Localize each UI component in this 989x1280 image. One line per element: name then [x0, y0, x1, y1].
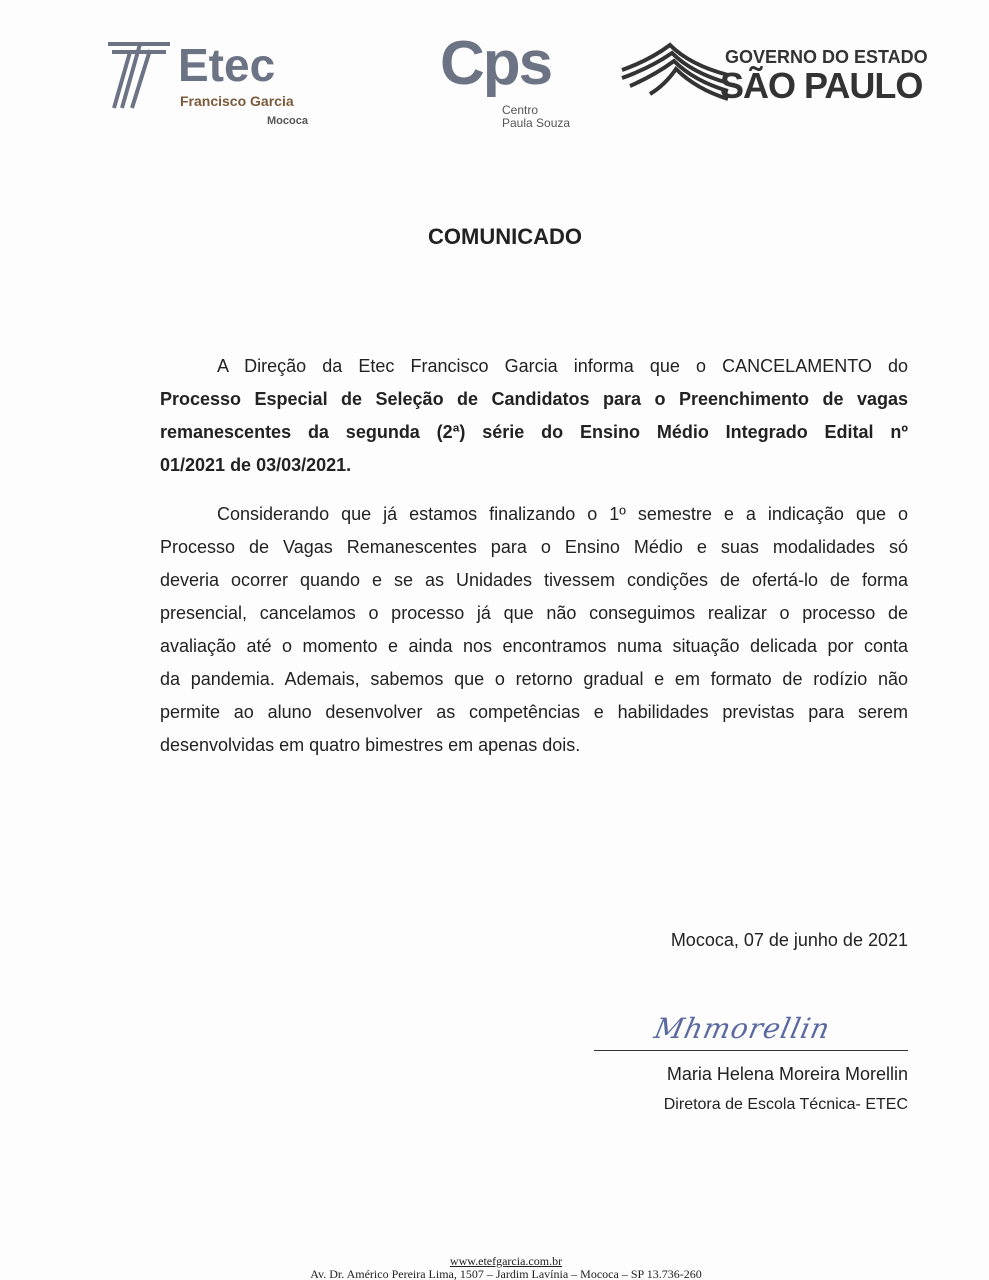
footer-address: Av. Dr. Américo Pereira Lima, 1507 – Jardim Lavínia – Mococa – SP 13.736-260: [310, 1267, 702, 1280]
signature-rule: [594, 1050, 908, 1051]
gov-sp-logo: [620, 35, 965, 110]
gov-line2: SÃO PAULO: [720, 65, 923, 106]
signer-role: Diretora de Escola Técnica- ETEC: [663, 1096, 908, 1113]
etec-logo: [100, 38, 330, 133]
text-line: permite ao aluno desenvolver as competências e habilidades previstas para serem: [160, 702, 908, 722]
etec-city: Mococa: [267, 115, 308, 127]
handwritten-signature: Mhmorellin: [651, 1012, 834, 1045]
text-line: avaliação até o momento e ainda nos encontramos numa situação delicada por conta: [160, 636, 908, 656]
text-line: desenvolvidas em quatro bimestres em apenas dois.: [160, 735, 581, 755]
text-line: remanescentes da segunda (2ª) série do Ensino Médio Integrado Edital nº: [160, 422, 908, 442]
text-line: Considerando que já estamos finalizando o 1º semestre e a indicação que o: [217, 504, 908, 524]
sp-map-icon: [620, 35, 730, 105]
text-line: Processo de Vagas Remanescentes para o Ensino Médio e suas modalidades só: [160, 537, 908, 557]
text-line: deveria ocorrer quando e se as Unidades tivessem condições de ofertá-lo de forma: [160, 570, 908, 590]
cps-line2: Paula Souza: [502, 116, 571, 130]
text-line: 01/2021 de 03/03/2021.: [160, 455, 352, 475]
etec-t-icon: [100, 38, 175, 110]
etec-name: Etec: [178, 39, 276, 91]
text-line: A Direção da Etec Francisco Garcia informa que o CANCELAMENTO do: [217, 356, 908, 376]
text-line: presencial, cancelamos o processo já que não conseguimos realizar o processo de: [160, 603, 908, 623]
page-title: COMUNICADO: [428, 224, 582, 249]
cps-line1: Centro: [502, 103, 539, 117]
text-line: Processo Especial de Seleção de Candidatos para o Preenchimento de vagas: [160, 389, 908, 409]
cps-mark: Cps: [440, 29, 552, 98]
signer-name: Maria Helena Moreira Morellin: [666, 1064, 908, 1084]
gov-line1: GOVERNO DO ESTADO: [725, 47, 928, 67]
cps-logo: [440, 29, 590, 133]
footer-website[interactable]: www.etefgarcia.com.br: [449, 1254, 563, 1268]
etec-school: Francisco Garcia: [180, 93, 294, 109]
text-line: da pandemia. Ademais, sabemos que o retorno gradual e em formato de rodízio não: [160, 669, 908, 689]
date-line: Mococa, 07 de junho de 2021: [670, 930, 908, 950]
